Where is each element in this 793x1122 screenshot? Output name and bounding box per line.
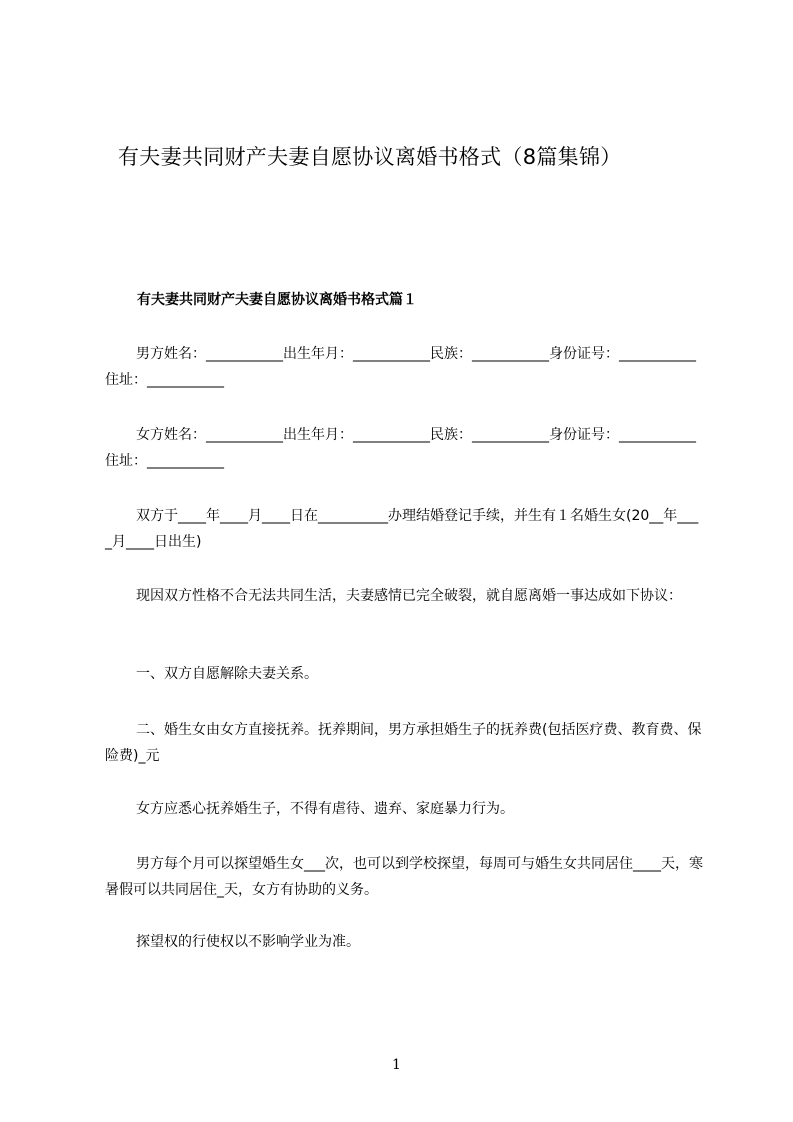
paragraph-marriage-registration: 双方于____年____月____日在__________办理结婚登记手续，并生有１名婚生女(20__年____月____日出生) [105, 508, 699, 550]
paragraph-visitation-limit: 探望权的行使权以不影响学业为准。 [136, 934, 360, 950]
page-number: 1 [392, 1057, 401, 1073]
paragraph-care-duty: 女方应悉心抚养婚生子，不得有虐待、遗弃、家庭暴力行为。 [136, 801, 514, 817]
paragraph-visitation: 男方每个月可以探望婚生女___次，也可以到学校探望，每周可与婚生女共同居住____天，寒暑假可以共同居住_天，女方有协助的义务。 [105, 856, 703, 898]
paragraph-clause-one: 一、双方自愿解除夫妻关系。 [136, 666, 318, 682]
paragraph-male-info: 男方姓名：___________出生年月：___________民族：___________身份证号：___________住址：___________ [105, 346, 696, 388]
paragraph-female-info: 女方姓名：___________出生年月：___________民族：___________身份证号：___________住址：___________ [105, 427, 696, 469]
document-title: 有夫妻共同财产夫妻自愿协议离婚书格式（8篇集锦） [118, 145, 622, 169]
section-title: 有夫妻共同财产夫妻自愿协议离婚书格式篇１ [137, 292, 417, 308]
paragraph-reason: 现因双方性格不合无法共同生活，夫妻感情已完全破裂，就自愿离婚一事达成如下协议： [136, 588, 682, 604]
paragraph-clause-two: 二、婚生女由女方直接抚养。抚养期间，男方承担婚生子的抚养费(包括医疗费、教育费、保险费)_元 [105, 722, 702, 764]
